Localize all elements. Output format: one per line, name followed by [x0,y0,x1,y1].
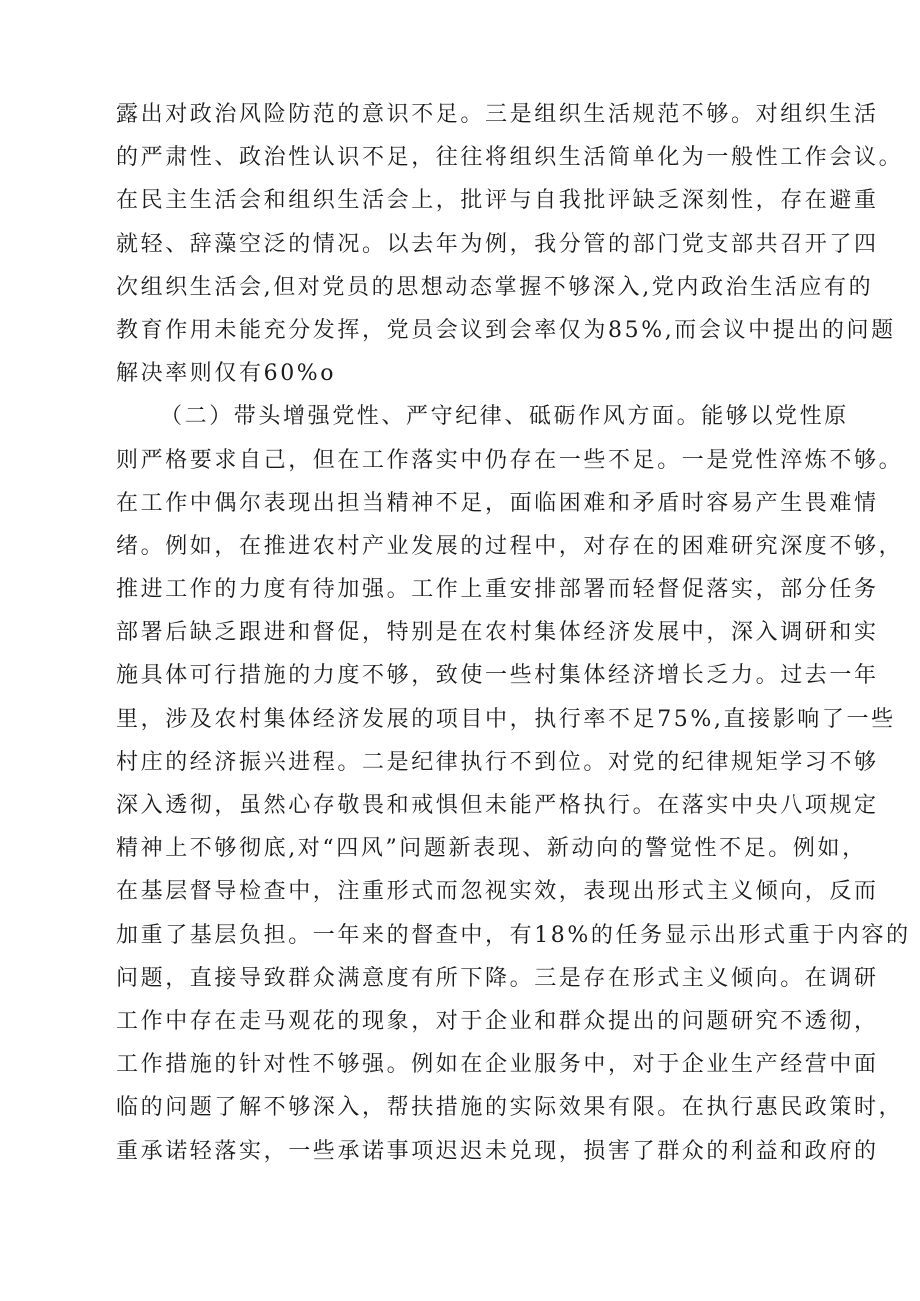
text-line: 临的问题了解不够深入，帮扶措施的实际效果有限。在执行惠民政策时， [116,1095,904,1121]
text-line: 的严肃性、政治性认识不足，往往将组织生活简单化为一般性工作会议。 [116,145,904,171]
text-line: 工作中存在走马观花的现象，对于企业和群众提出的问题研究不透彻， [116,1008,879,1034]
text-line: 绪。例如，在推进农村产业发展的过程中，对存在的困难研究深度不够， [116,533,904,559]
text-line: 工作措施的针对性不够强。例如在企业服务中，对于企业生产经营中面 [116,1052,879,1078]
text-line: 问题，直接导致群众满意度有所下降。三是存在形式主义倾向。在调研 [116,965,879,991]
text-line: 重承诺轻落实，一些承诺事项迟迟未兑现，损害了群众的利益和政府的 [116,1138,879,1164]
text-line: 里，涉及农村集体经济发展的项目中，执行率不足75%,直接影响了一些 [116,706,896,732]
text-line: 深入透彻，虽然心存敬畏和戒惧但未能严格执行。在落实中央八项规定 [116,793,879,818]
text-line: 就轻、辞藻空泛的情况。以去年为例，我分管的部门党支部共召开了四 [116,231,879,257]
text-line: 次组织生活会,但对党员的思想动态掌握不够深入,党内政治生活应有的 [116,274,874,300]
text-line: 露出对政治风险防范的意识不足。三是组织生活规范不够。对组织生活 [116,102,879,127]
text-line: 推进工作的力度有待加强。工作上重安排部署而轻督促落实，部分任务 [116,577,879,603]
section-heading-line: （二）带头增强党性、严守纪律、砥砺作风方面。能够以党性原 [160,404,849,430]
text-line: 在基层督导检查中，注重形式而忽视实效，表现出形式主义倾向，反而 [116,879,879,905]
text-line: 加重了基层负担。一年来的督查中，有18%的任务显示出形式重于内容的 [116,922,911,948]
text-line: 村庄的经济振兴进程。二是纪律执行不到位。对党的纪律规矩学习不够 [116,749,879,775]
document-body [116,93,911,1173]
text-line: 精神上不够彻底,对“四风”问题新表现、新动向的警觉性不足。例如， [116,836,867,862]
text-line: 部署后缺乏跟进和督促，特别是在农村集体经济发展中，深入调研和实 [116,620,879,646]
text-line: 解决率则仅有60%o [116,361,337,387]
text-line: 施具体可行措施的力度不够，致使一些村集体经济增长乏力。过去一年 [116,663,879,689]
text-line: 则严格要求自己，但在工作落实中仍存在一些不足。一是党性淬炼不够。 [116,447,904,473]
text-line: 教育作用未能充分发挥，党员会议到会率仅为85%,而会议中提出的问题 [116,317,896,343]
text-line: 在民主生活会和组织生活会上，批评与自我批评缺乏深刻性，存在避重 [116,188,879,214]
text-line: 在工作中偶尔表现出担当精神不足，面临困难和矛盾时容易产生畏难情 [116,490,879,516]
